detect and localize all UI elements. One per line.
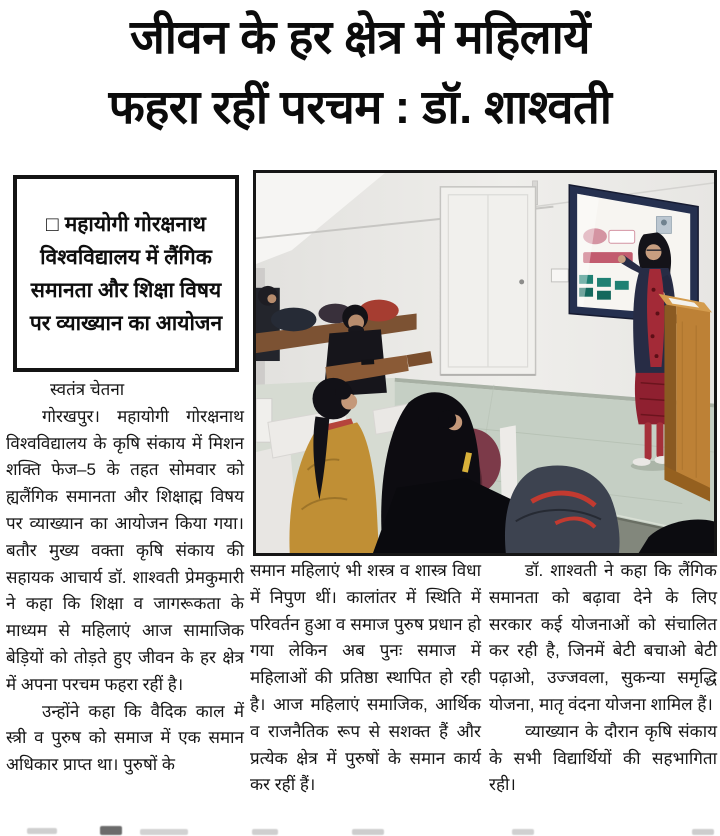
cutoff-print-mark [100, 826, 122, 835]
article-photo [253, 170, 717, 556]
paragraph: उन्होंने कहा कि वैदिक काल में स्त्री व पुरुष को समाज में एक समान अधिकार प्राप्त था। पुरुषों के [6, 701, 244, 775]
paragraph: डॉ. शाश्वती ने कहा कि लैंगिक समानता को बढ़ावा देने के लिए सरकार कई योजनाओं को संचालित कर रही है, जिनमें बेटी बचाओ बेटी पढ़ाओ, उज्जवला, सुकन्या समृद्धि योजना, मातृ वंदना योजना शामिल हैं। [489, 561, 717, 714]
headline-line-1: जीवन के हर क्षेत्र में महिलायें [129, 10, 591, 63]
cutoff-print-mark [512, 829, 534, 835]
classroom-photo-scene [256, 173, 714, 553]
cutoff-print-mark [252, 829, 278, 835]
body-column-1 [6, 377, 244, 779]
cutoff-print-mark [140, 829, 188, 835]
paragraph: व्याख्यान के दौरान कृषि संकाय के सभी विद्यार्थियों की सहभागिता रही। [489, 721, 717, 795]
next-row-remnants [0, 825, 720, 836]
paragraph: समान महिलाएं भी शस्त्र व शास्त्र विधा में निपुण थीं। कालांतर में स्थिति में परिवर्तन हुआ व समाज पुरुष प्रधान हो गया लेकिन अब पुनः समाज में महिलाओं की प्रतिष्ठा स्थापित हो रही है। आज महिलाएं समाजिक, आर्थिक व राजनैतिक रूप से सशक्त हैं और प्रत्येक क्षेत्र में पुरुषों के समान कार्य कर रहीं हैं। [250, 561, 481, 795]
light-switch [551, 269, 568, 282]
headline-line-2: फहरा रहीं परचम : डॉ. शाश्वती [108, 80, 612, 133]
podium [658, 294, 712, 502]
square-bullet-icon: □ [46, 212, 59, 236]
agency-credit: स्वतंत्र चेतना [50, 380, 125, 399]
cutoff-print-mark [27, 828, 57, 834]
body-column-3 [489, 558, 717, 799]
headline [0, 2, 720, 142]
highlight-box [13, 175, 239, 372]
door [440, 187, 535, 375]
highlight-box-text-wrap [17, 204, 235, 344]
highlight-box-text: महायोगी गोरक्षनाथ विश्वविद्यालय में लैंगिक समानता और शिक्षा विषय पर व्याख्यान का आयोजन [29, 212, 223, 335]
cutoff-print-mark [352, 829, 384, 835]
paragraph: गोरखपुर। महायोगी गोरक्षनाथ विश्वविद्यालय के कृषि संकाय में मिशन शक्ति फेज–5 के तहत सोमवार को ह्यलैंगिक समानता और शिक्षाह्म विषय पर व्याख्यान का आयोजन किया गया। बतौर मुख्य वक्ता कृषि संकाय की सहायक आचार्य डॉ. शाश्वती प्रेमकुमारी ने कहा कि शिक्षा व जागरूकता के माध्यम से महिलाएं आज सामाजिक बेड़ियों को तोड़ते हुए जीवन के हर क्षेत्र में अपना परचम फहरा रहीं है। [6, 406, 244, 694]
cutoff-print-mark [692, 829, 714, 835]
body-column-2 [250, 558, 481, 799]
